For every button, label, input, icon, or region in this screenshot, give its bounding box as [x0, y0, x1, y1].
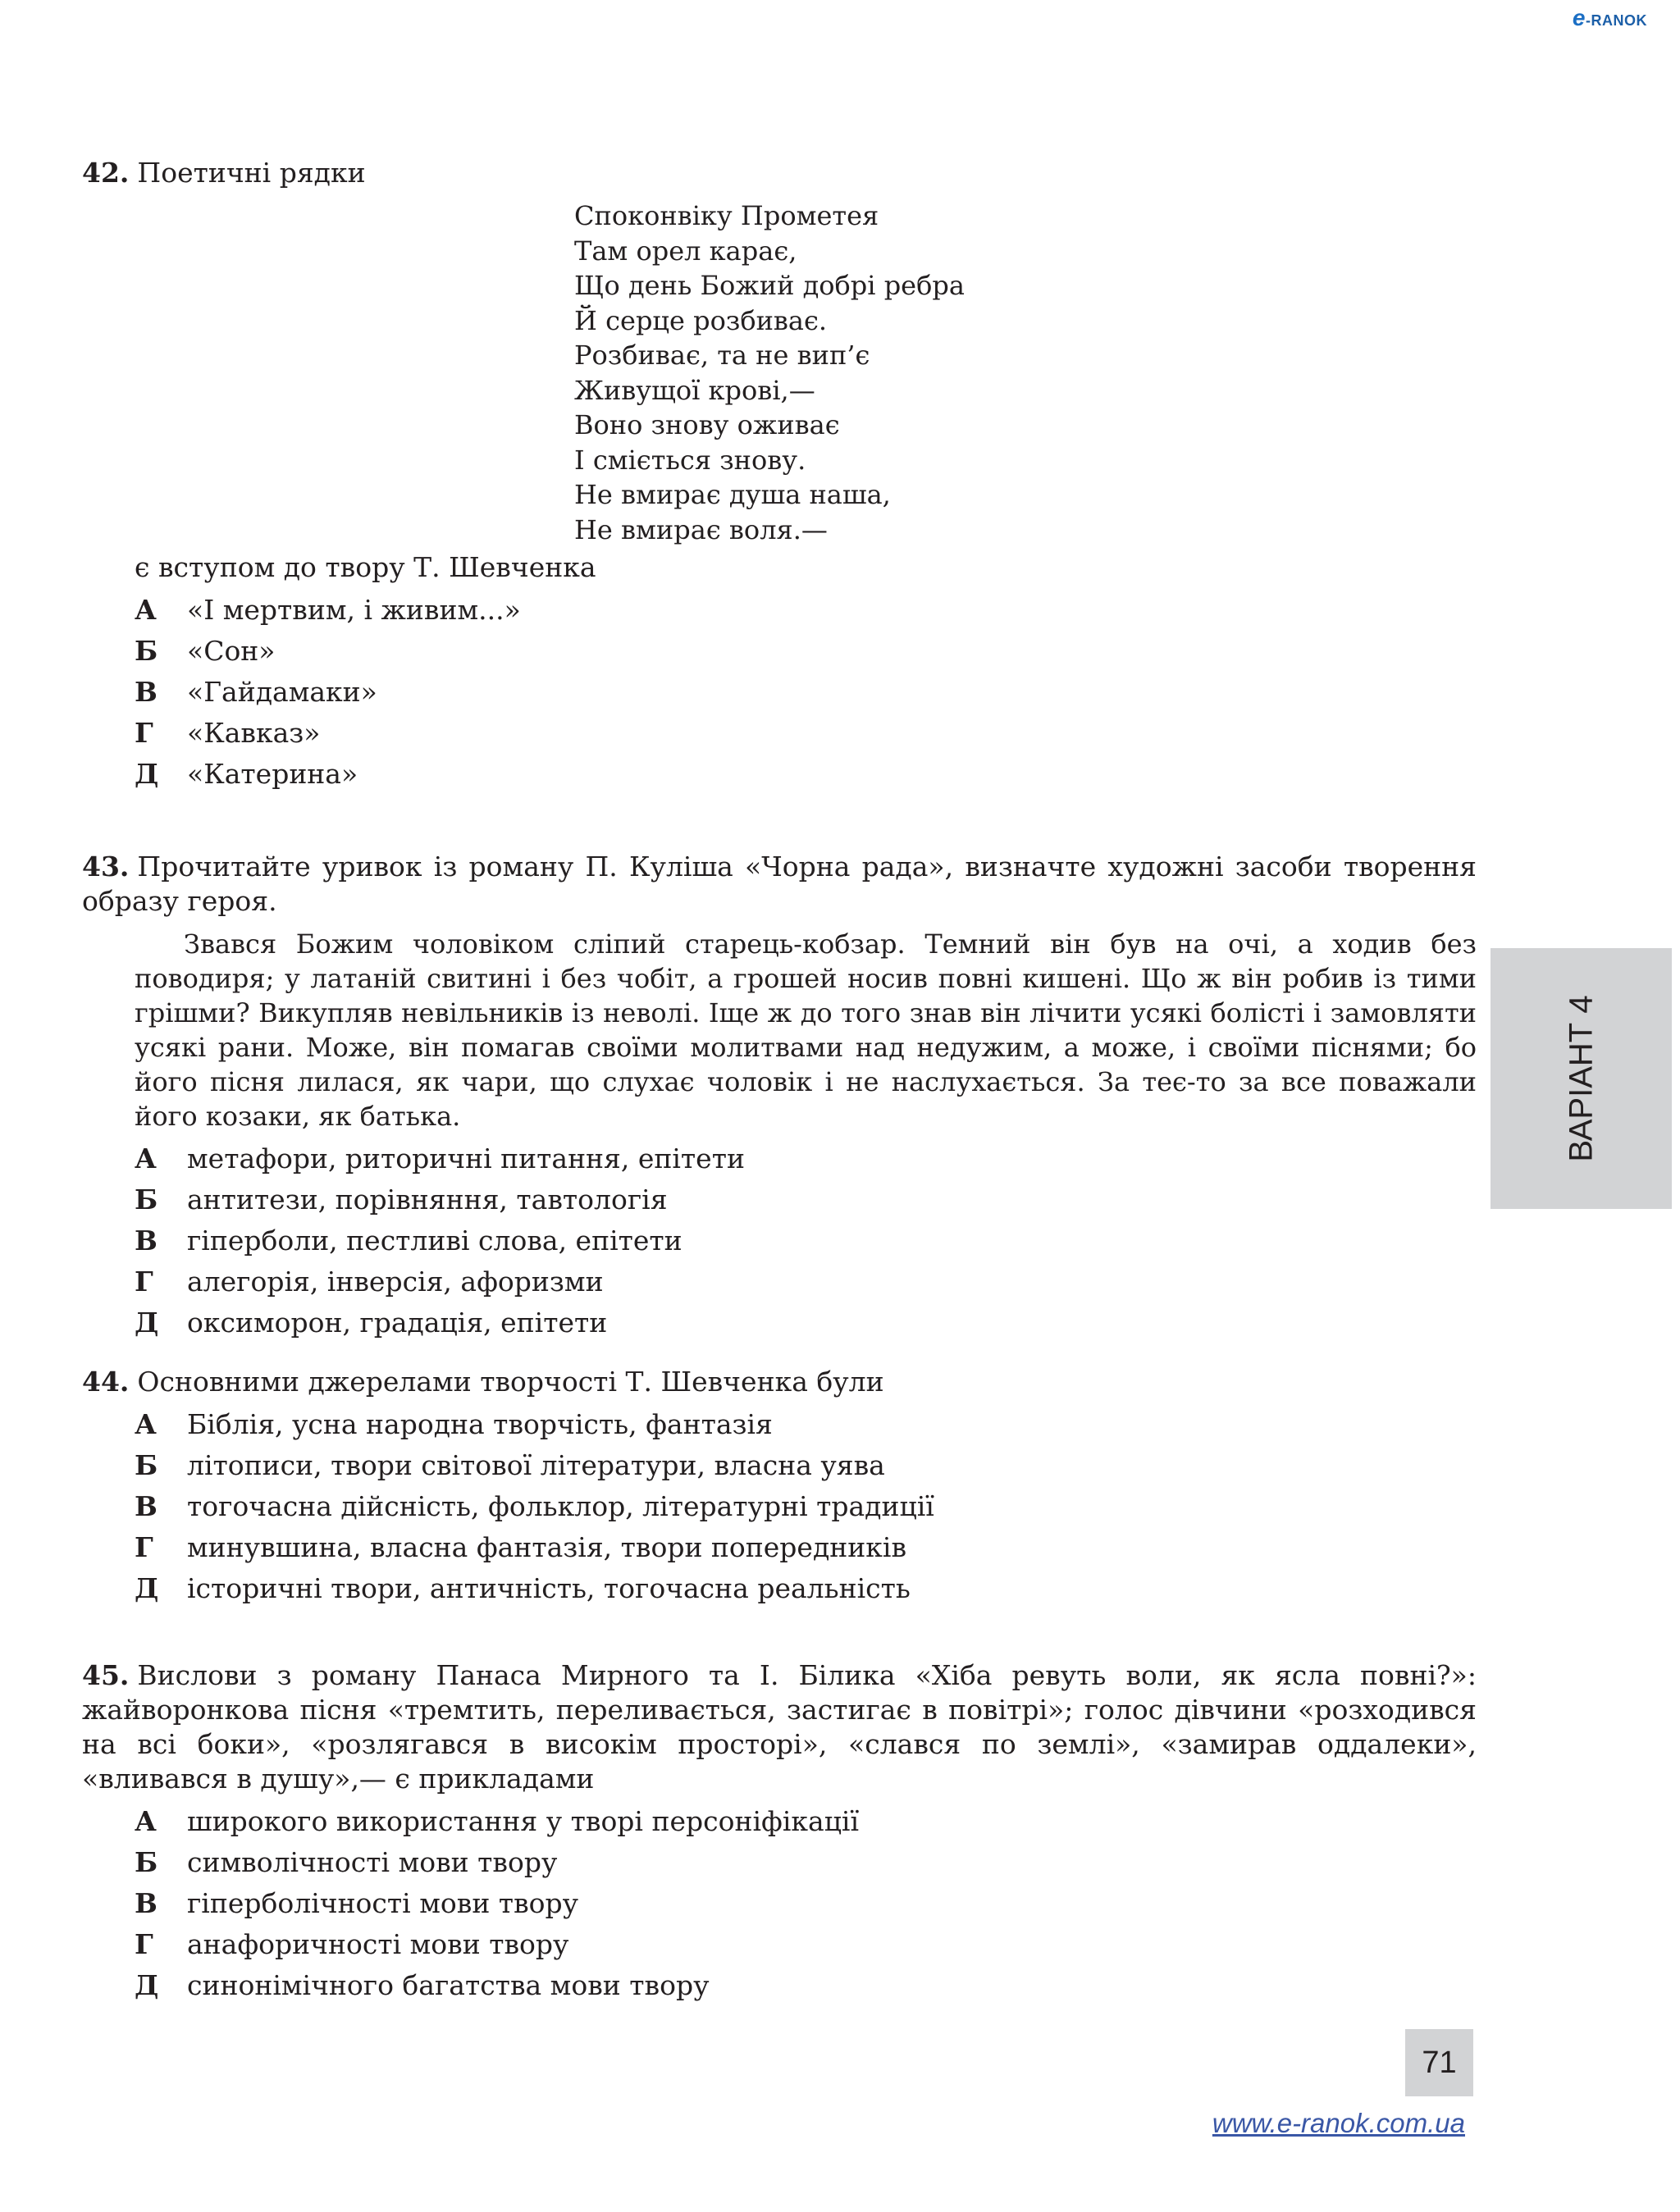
option-text: «Катерина»	[187, 758, 358, 790]
option-letter: Б	[135, 635, 158, 667]
question-prompt	[82, 850, 1477, 919]
option-letter: Г	[135, 1266, 153, 1298]
question-text: Основними джерелами творчості Т. Шевченка були	[137, 1366, 884, 1398]
option-text: широкого використання у творі персоніфікації	[187, 1805, 860, 1837]
option-letter: В	[135, 1225, 158, 1257]
option-letter: В	[135, 676, 158, 708]
answer-options	[135, 1801, 1477, 2006]
option-letter: А	[135, 1408, 157, 1440]
question-text: Поетичні рядки	[137, 157, 366, 189]
answer-option	[135, 672, 1477, 713]
logo-e-letter: e	[1572, 5, 1586, 30]
question-prompt	[82, 156, 1477, 190]
option-text: Біблія, усна народна творчість, фантазія	[187, 1408, 773, 1440]
question-number: 43.	[82, 851, 130, 883]
question-prompt	[82, 1365, 1477, 1399]
option-text: «Сон»	[187, 635, 276, 667]
answer-option	[135, 713, 1477, 754]
option-text: «Кавказ»	[187, 717, 321, 749]
question-43	[82, 850, 1477, 1343]
answer-option	[135, 1138, 1477, 1179]
logo-text: -RANOK	[1586, 12, 1647, 29]
option-text: анафоричності мови твору	[187, 1928, 569, 1960]
option-letter: Б	[135, 1184, 158, 1215]
answer-option	[135, 754, 1477, 795]
option-text: тогочасна дійсність, фольклор, літературні традиції	[187, 1490, 934, 1522]
option-letter: Б	[135, 1846, 158, 1878]
question-number: 44.	[82, 1366, 130, 1398]
option-text: оксиморон, градація, епітети	[187, 1307, 608, 1339]
option-letter: Б	[135, 1449, 158, 1481]
question-lead: є вступом до твору Т. Шевченка	[135, 551, 596, 583]
answer-option	[135, 1179, 1477, 1220]
option-letter: Д	[135, 758, 159, 790]
answer-option	[135, 1842, 1477, 1883]
option-text: минувшина, власна фантазія, твори попередників	[187, 1531, 907, 1563]
option-letter: А	[135, 594, 157, 626]
option-letter: Г	[135, 717, 153, 749]
option-letter: Д	[135, 1307, 159, 1339]
novel-excerpt: Звався Божим чоловіком сліпий старець-кобзар. Темний він був на очі, а ходив без поводиря; у латаній свитині і без чобіт, а грошей носив повні кишені. Що ж він робив із тими грішми? Викупляв невільників із неволі. Іще ж до того знав він лічити усякі болісті і замовляти усякі рани. Може, він помагав своїми молитвами над недужим, а може, і своїми піснями; бо його пісня лилася, як чари, що слухає чоловік і не наслухається. За теє-то за все поважали його козаки, як батька.	[135, 928, 1477, 1132]
option-text: «Гайдамаки»	[187, 676, 377, 708]
answer-options	[135, 590, 1477, 795]
variant-side-tab	[1491, 948, 1672, 1209]
option-letter: А	[135, 1142, 157, 1174]
poem-excerpt: Споконвіку Прометея Там орел карає, Що день Божий добрі ребра Й серце розбиває. Розбиває, та не вип’є Живущої крові,— Воно знову оживає І сміється знову. Не вмирає душа наша, Не вмирає воля.—	[574, 200, 965, 545]
answer-option	[135, 1486, 1477, 1527]
option-text: метафори, риторичні питання, епітети	[187, 1142, 745, 1174]
question-number: 45.	[82, 1659, 130, 1691]
answer-option	[135, 1801, 1477, 1842]
answer-options	[135, 1138, 1477, 1343]
option-text: літописи, твори світової літератури, власна уява	[187, 1449, 885, 1481]
page-number: 71	[1405, 2029, 1473, 2096]
question-text: Вислови з роману Панаса Мирного та І. Білика «Хіба ревуть воли, як ясла повні?»: жайворонкова пісня «тремтить, переливається, застигає в повітрі»; голос дівчини «розходився на всі боки», «розлягався в високім просторі», «слався по землі», «замирав оддалеки», «вливався в душу»,— є прикладами	[82, 1659, 1477, 1795]
answer-option	[135, 1965, 1477, 2006]
question-44	[82, 1365, 1477, 1609]
answer-option	[135, 1527, 1477, 1568]
option-letter: А	[135, 1805, 157, 1837]
option-letter: В	[135, 1490, 158, 1522]
option-text: гіперболи, пестливі слова, епітети	[187, 1225, 682, 1257]
option-letter: Г	[135, 1531, 153, 1563]
option-text: синонімічного багатства мови твору	[187, 1969, 710, 2001]
answer-option	[135, 1924, 1477, 1965]
option-letter: Д	[135, 1572, 159, 1604]
option-text: алегорія, інверсія, афоризми	[187, 1266, 604, 1298]
publisher-logo	[1573, 5, 1647, 31]
variant-label: ВАРІАНТ 4	[1563, 995, 1599, 1162]
option-letter: В	[135, 1887, 158, 1919]
option-text: історичні твори, античність, тогочасна реальність	[187, 1572, 911, 1604]
option-text: символічності мови твору	[187, 1846, 558, 1878]
answer-option	[135, 1568, 1477, 1609]
option-text: «І мертвим, і живим...»	[187, 594, 521, 626]
question-number: 42.	[82, 157, 130, 189]
answer-option	[135, 590, 1477, 631]
answer-option	[135, 1302, 1477, 1343]
question-prompt	[82, 1658, 1477, 1796]
question-text: Прочитайте уривок із роману П. Куліша «Чорна рада», визначте художні засоби творення образу героя.	[82, 851, 1477, 917]
answer-option	[135, 1404, 1477, 1445]
answer-option	[135, 1261, 1477, 1302]
answer-options	[135, 1404, 1477, 1609]
option-text: антитези, порівняння, тавтологія	[187, 1184, 668, 1215]
option-letter: Д	[135, 1969, 159, 2001]
option-letter: Г	[135, 1928, 153, 1960]
option-text: гіперболічності мови твору	[187, 1887, 579, 1919]
question-45	[82, 1658, 1477, 2006]
answer-option	[135, 1445, 1477, 1486]
question-42	[82, 156, 1477, 795]
answer-option	[135, 1220, 1477, 1261]
website-link[interactable]: www.e-ranok.com.ua	[1212, 2108, 1465, 2138]
answer-option	[135, 631, 1477, 672]
answer-option	[135, 1883, 1477, 1924]
